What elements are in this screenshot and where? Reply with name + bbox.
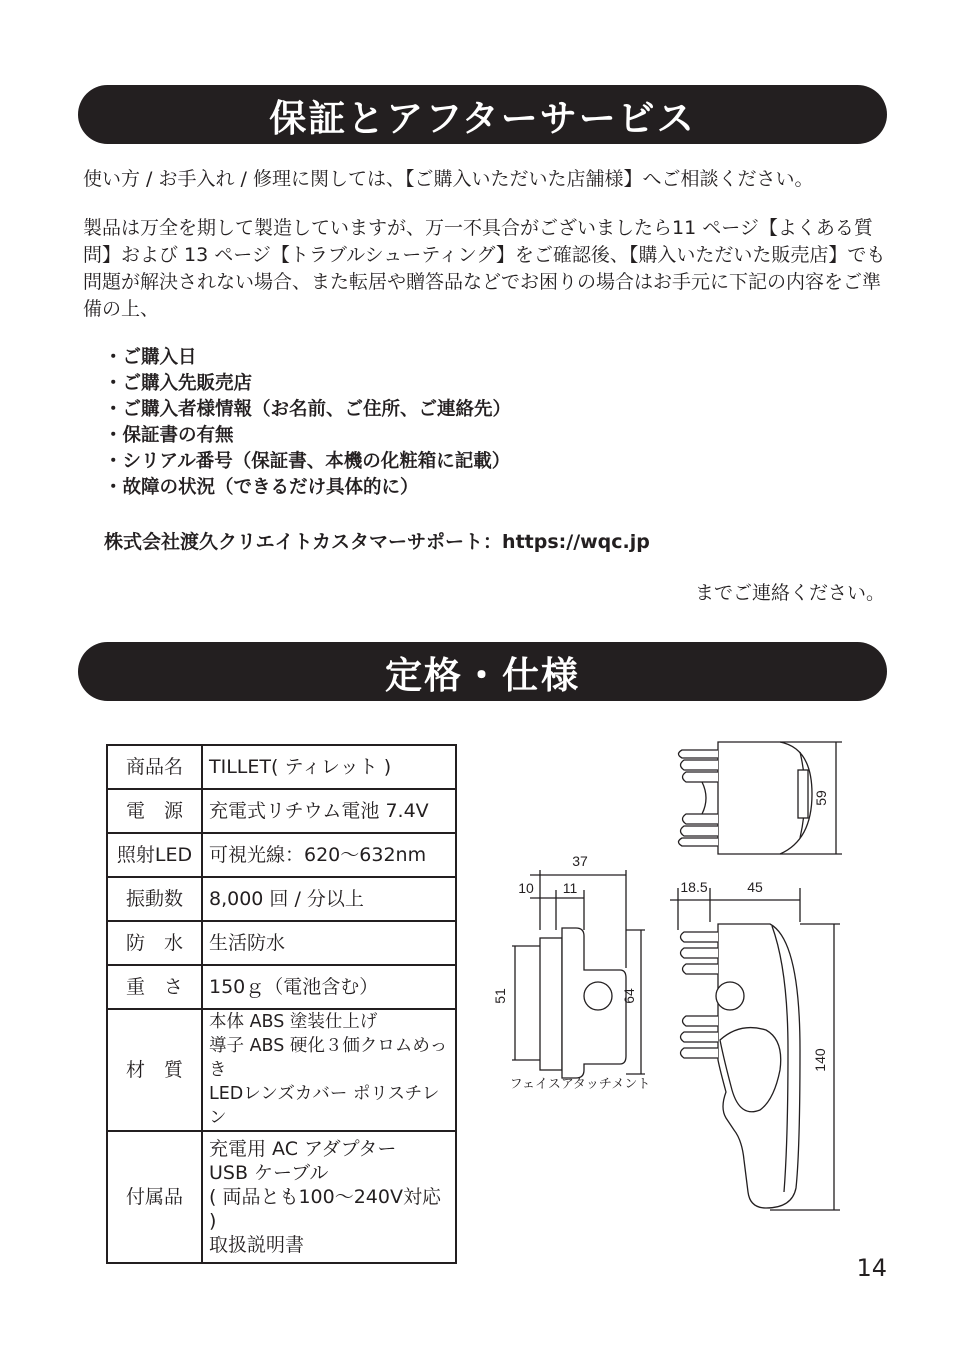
dimension-diagram — [470, 730, 890, 1230]
dim-attachment-width: 37 — [572, 853, 588, 869]
spec-key: 付属品 — [107, 1131, 202, 1263]
dim-attachment-part-b: 11 — [562, 880, 578, 896]
spec-key: 振動数 — [107, 877, 202, 921]
spec-key: 商品名 — [107, 745, 202, 789]
spec-value: 可視光線：620〜632nm — [202, 833, 456, 877]
spec-key: 電 源 — [107, 789, 202, 833]
table-row — [107, 921, 456, 965]
closing-text: までご連絡ください。 — [694, 582, 885, 604]
dim-head-height: 59 — [813, 790, 829, 806]
spec-value: 充電用 AC アダプター USB ケーブル ( 両品とも100〜240V対応 ) 取扱説明書 — [202, 1131, 456, 1263]
spec-key: 材 質 — [107, 1009, 202, 1131]
spec-value: 本体 ABS 塗装仕上げ 導子 ABS 硬化３価クロムめっき LEDレンズカバー ポリスチレン — [202, 1009, 456, 1131]
table-row — [107, 1131, 456, 1263]
list-item: ・ 故障の状況（できるだけ具体的に） — [104, 475, 511, 501]
list-item: ・ ご購入者様情報（お名前、ご住所、ご連絡先） — [104, 397, 511, 423]
table-row — [107, 833, 456, 877]
page-number: 14 — [856, 1254, 887, 1282]
list-item: ・ ご購入日 — [104, 345, 511, 371]
table-row — [107, 745, 456, 789]
list-item: ・ 保証書の有無 — [104, 423, 511, 449]
list-item: ・ シリアル番号（保証書、本機の化粧箱に記載） — [104, 449, 511, 475]
spec-key: 重 さ — [107, 965, 202, 1009]
required-info-list — [104, 345, 511, 501]
customer-support-contact: 株式会社渡久クリエイトカスタマーサポート：https://wqc.jp — [104, 531, 650, 553]
dim-body-part-b: 45 — [747, 879, 763, 895]
table-row — [107, 1009, 456, 1131]
spec-value: 8,000 回 / 分以上 — [202, 877, 456, 921]
dim-attachment-height-a: 51 — [492, 988, 508, 1004]
table-row — [107, 965, 456, 1009]
spec-value: 充電式リチウム電池 7.4V — [202, 789, 456, 833]
spec-table — [106, 744, 457, 1264]
dim-attachment-height-b: 64 — [621, 988, 637, 1004]
spec-value: TILLET( ティレット ) — [202, 745, 456, 789]
spec-value: 生活防水 — [202, 921, 456, 965]
specs-heading: 定格・仕様 — [78, 642, 887, 701]
list-item: ・ ご購入先販売店 — [104, 371, 511, 397]
dim-attachment-part-a: 10 — [518, 880, 534, 896]
spec-key: 照射LED — [107, 833, 202, 877]
spec-value: 150ｇ（電池含む） — [202, 965, 456, 1009]
face-attachment-view — [512, 870, 645, 1078]
warranty-heading: 保証とアフターサービス — [78, 85, 887, 144]
warranty-intro: 使い方 / お手入れ / 修理に関しては、【ご購入いただいた店舗様】へご相談ください。 — [83, 168, 814, 190]
warranty-body: 製品は万全を期して製造していますが、万一不具合がございましたら11 ページ【よくある質問】および 13 ページ【トラブルシューティング】をご確認後、【購入いただいた販売店】でも問題が解決されない場合、また転居や贈答品などでお困りの場合はお手元に下記の内容をご準備の上、 — [83, 217, 886, 320]
table-row — [107, 877, 456, 921]
dim-body-part-a: 18.5 — [680, 879, 708, 895]
spec-key: 防 水 — [107, 921, 202, 965]
face-attachment-caption: フェイスアタッチメント — [509, 1076, 651, 1091]
dim-body-length: 140 — [812, 1048, 828, 1072]
table-row — [107, 789, 456, 833]
